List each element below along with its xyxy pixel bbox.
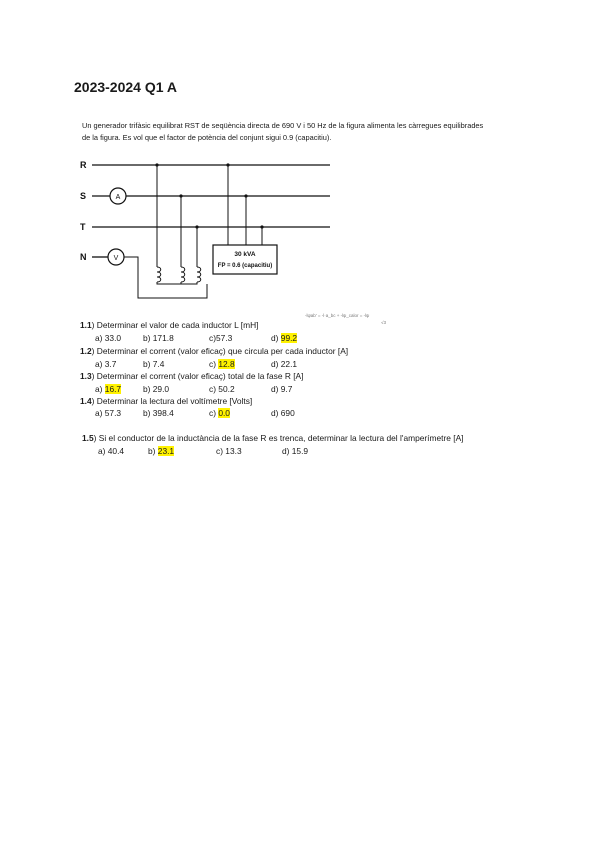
inductor-icon [157, 267, 201, 282]
ammeter-symbol: A [115, 194, 121, 201]
highlighted-answer: 23.1 [157, 446, 175, 456]
problem-statement-line-1: Un generador trifàsic equilibrat RST de seqüència directa de 690 V i 50 Hz de la figura alimenta les càrregues equilibrades [82, 121, 484, 130]
voltmeter-wire [124, 257, 207, 298]
phase-label-n: N [80, 252, 87, 262]
option-a[interactable]: a) 57.3 [95, 408, 122, 418]
question-number: 1.4 [80, 396, 92, 406]
load-power-label: 30 kVA [234, 251, 256, 258]
options-1-2 [95, 359, 455, 371]
option-b[interactable]: b) 29.0 [143, 384, 170, 394]
load-box [213, 245, 277, 274]
formula-note [305, 313, 386, 325]
option-d[interactable]: d) 690 [271, 408, 295, 418]
load-fp-label: FP = 0.6 (capacitiu) [217, 263, 273, 269]
option-b[interactable]: b) 398.4 [143, 408, 174, 418]
options-1-1 [95, 333, 455, 345]
question-text: Si el conductor de la inductància de la fase R es trenca, determinar la lectura del l'amperímetre [A] [98, 433, 464, 443]
question-1-5: 1.5) Si el conductor de la inductància de la fase R es trenca, determinar la lectura del l'amperímetre [A] [82, 433, 464, 443]
option-letter: d) [271, 333, 281, 343]
option-letter: b) [148, 446, 158, 456]
phase-label-r: R [80, 160, 87, 170]
option-c[interactable]: c) 13.3 [216, 446, 242, 456]
question-1-4: 1.4) Determinar la lectura del voltímetre [Volts] [80, 396, 253, 406]
problem-statement [82, 120, 542, 144]
highlighted-answer: 99.2 [280, 333, 298, 343]
question-text: Determinar el corrent (valor eficaç) que circula per cada inductor [A] [96, 346, 349, 356]
highlighted-answer: 16.7 [104, 384, 122, 394]
options-1-5 [98, 446, 458, 458]
ammeter-icon [110, 188, 126, 204]
option-d[interactable] [271, 333, 297, 343]
voltmeter-icon [108, 249, 124, 265]
options-1-3 [95, 384, 455, 396]
option-a[interactable]: a) 40.4 [98, 446, 125, 456]
option-b[interactable]: b) 171.8 [143, 333, 174, 343]
option-d[interactable]: d) 9.7 [271, 384, 293, 394]
option-d[interactable]: d) 15.9 [282, 446, 309, 456]
inductor-star-point [157, 282, 197, 284]
option-b[interactable] [148, 446, 174, 456]
question-1-3: 1.3) Determinar el corrent (valor eficaç) total de la fase R [A] [80, 371, 304, 381]
options-1-4 [95, 408, 455, 420]
option-d[interactable]: d) 22.1 [271, 359, 298, 369]
circuit-diagram [70, 150, 330, 305]
option-b[interactable]: b) 7.4 [143, 359, 165, 369]
question-text: Determinar el valor de cada inductor L [mH] [96, 320, 259, 330]
highlighted-answer: 12.8 [218, 359, 235, 369]
phase-label-t: T [80, 222, 86, 232]
option-a[interactable] [95, 384, 121, 394]
question-1-2: 1.2) Determinar el corrent (valor eficaç) que circula per cada inductor [A] [80, 346, 349, 356]
formula-note-bottom: √3 [381, 320, 386, 325]
option-c[interactable]: c)57.3 [209, 333, 233, 343]
option-a[interactable]: a) 33.0 [95, 333, 122, 343]
option-c[interactable]: c) 50.2 [209, 384, 235, 394]
option-c[interactable] [209, 359, 235, 369]
question-number: 1.1 [80, 320, 92, 330]
phase-label-s: S [80, 191, 87, 201]
question-1-1: 1.1) Determinar el valor de cada inductor L [mH] [80, 320, 259, 330]
question-text: Determinar la lectura del voltímetre [Volts] [96, 396, 253, 406]
option-letter: c) [209, 408, 219, 418]
page-title: 2023-2024 Q1 A [74, 79, 177, 95]
option-a[interactable]: a) 3.7 [95, 359, 117, 369]
question-number: 1.2 [80, 346, 92, 356]
option-c[interactable] [209, 408, 230, 418]
option-letter: a) [95, 384, 105, 394]
question-text: Determinar el corrent (valor eficaç) total de la fase R [A] [96, 371, 304, 381]
problem-statement-line-2: de la figura. Es vol que el factor de potència del conjunt sigui 0.9 (capacitiu). [82, 133, 332, 142]
formula-note-top: -lψab' = -l·a_bc + -lψ_calor = -lψ [305, 313, 370, 318]
voltmeter-symbol: V [113, 255, 119, 262]
question-number: 1.3 [80, 371, 92, 381]
option-letter: c) [209, 359, 219, 369]
question-number: 1.5 [82, 433, 94, 443]
highlighted-answer: 0.0 [218, 408, 230, 418]
